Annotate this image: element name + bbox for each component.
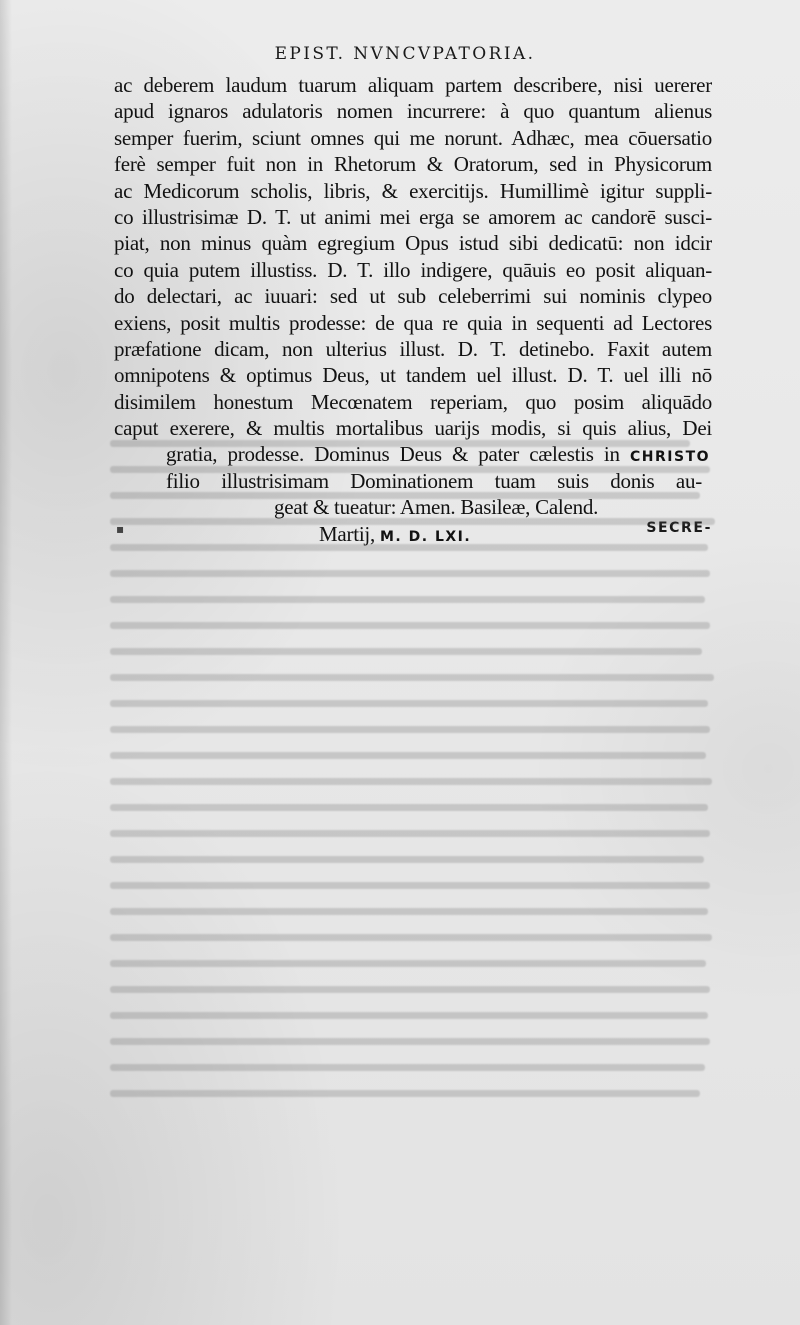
text-line: ac deberem laudum tuarum aliquam partem describere, nisi uererer [114, 73, 712, 97]
show-through-line [110, 700, 708, 707]
page-mark: ▪ [116, 522, 125, 536]
show-through-line [110, 1090, 700, 1097]
text-line: disimilem honestum Mecœnatem reperiam, quo posim aliquādo [114, 389, 712, 414]
date-roman-numerals: M. D. LXI. [380, 528, 472, 545]
text-line: piat, non minus quàm egregium Opus istud sibi dedicatū: non idcir [114, 231, 712, 256]
text-segment: gratia, prodesse. Dominus Deus & pater cælestis in [166, 442, 620, 467]
show-through-line [110, 726, 710, 733]
show-through-line [110, 622, 710, 629]
text-line: ac Medicorum scholis, libris, & exercitijs. Humillimè igitur suppli- [114, 178, 712, 203]
show-through-line [110, 908, 708, 915]
text-line: exiens, posit multis prodesse: de qua re quia in sequenti ad Lectores [114, 310, 712, 335]
show-through-line [110, 492, 700, 499]
show-through-line [110, 960, 706, 967]
text-line: semper fuerim, sciunt omnes qui me norunt. Adhæc, mea cōuersatio [114, 125, 712, 150]
show-through-line [110, 648, 702, 655]
text-line: filio illustrisimam Dominationem tuam suis donis au- [166, 468, 702, 493]
show-through-line [110, 1038, 710, 1045]
page-spine-shadow [0, 0, 12, 1325]
show-through-line [110, 934, 712, 941]
show-through-line [110, 986, 710, 993]
text-line: ferè semper fuit non in Rhetorum & Oratorum, sed in Physicorum [114, 152, 712, 177]
show-through-line [110, 882, 710, 889]
text-line: apud ignaros adulatoris nomen incurrere: à quo quantum alienus [114, 99, 712, 124]
text-line: co quia putem illustiss. D. T. illo indigere, quāuis eo posit aliquan- [114, 257, 712, 282]
show-through-line [110, 596, 705, 603]
show-through-line [110, 570, 710, 577]
text-line: omnipotens & optimus Deus, ut tandem uel illust. D. T. uel illi nō [114, 363, 712, 388]
text-line: co illustrisimæ D. T. ut animi mei erga se amorem ac candorē susci- [114, 204, 712, 229]
show-through-line [110, 674, 714, 681]
show-through-text [110, 440, 720, 1120]
running-head: EPIST. NVNCVPATORIA. [274, 44, 536, 64]
show-through-line [110, 466, 710, 473]
text-segment: Martij, [319, 521, 375, 546]
show-through-line [110, 1012, 708, 1019]
show-through-line [110, 544, 708, 551]
small-caps-christo: CHRISTO [630, 449, 711, 466]
show-through-line [110, 804, 708, 811]
show-through-line [110, 440, 690, 447]
text-line: geat & tueatur: Amen. Basileæ, Calend. [274, 495, 599, 520]
show-through-line [110, 752, 706, 759]
catchword: SECRE- [646, 520, 712, 536]
show-through-line [110, 856, 704, 863]
show-through-line [110, 830, 710, 837]
show-through-line [110, 518, 715, 525]
text-line: do delectari, ac iuuari: sed ut sub celeberrimi sui nominis clypeo [114, 284, 712, 309]
show-through-line [110, 778, 712, 785]
show-through-line [110, 1064, 705, 1071]
text-line: caput exerere, & multis mortalibus uarijs modis, si quis alius, Dei [114, 416, 712, 441]
text-line: præfatione dicam, non ulterius illust. D. T. detinebo. Faxit autem [114, 336, 712, 361]
